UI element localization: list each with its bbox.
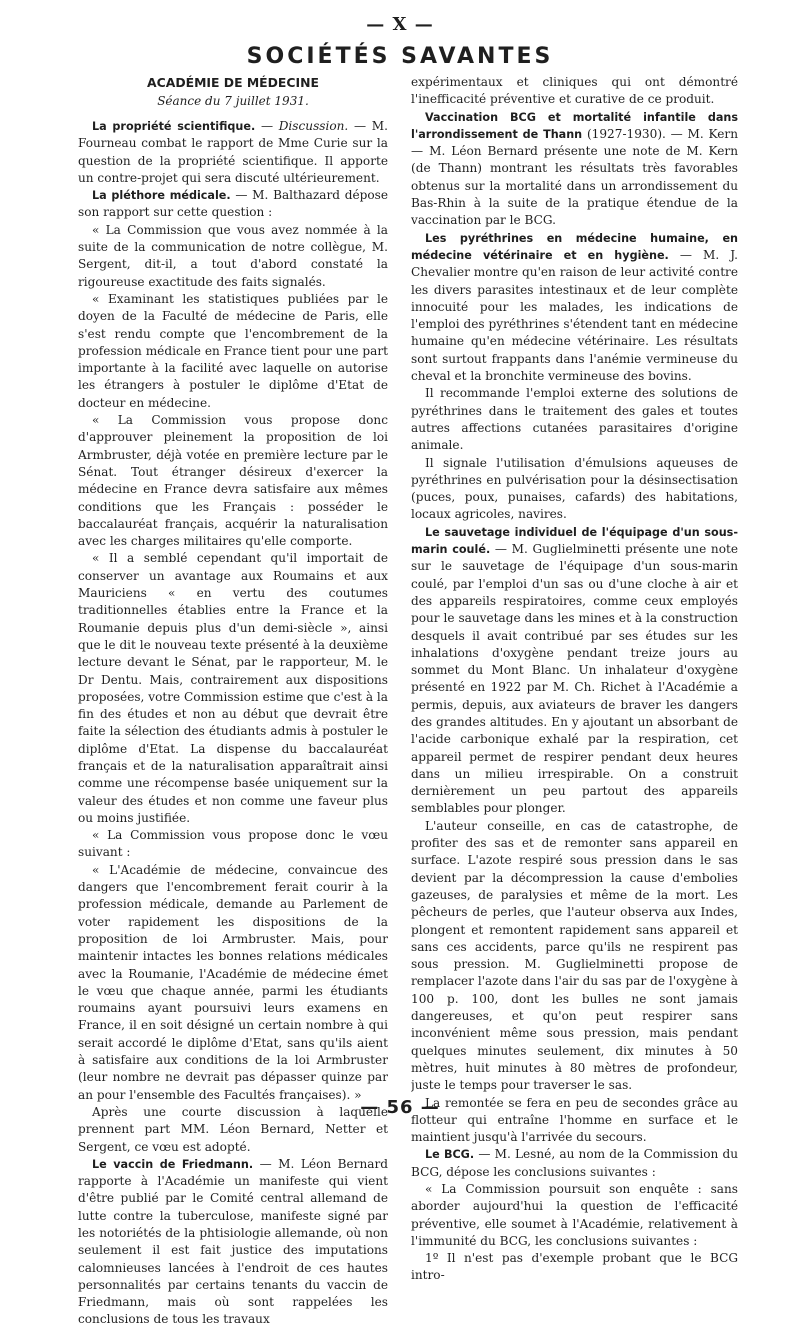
- section-heading: ACADÉMIE DE MÉDECINE: [147, 75, 319, 90]
- paragraph-text: — M. Guglielminetti présente une note sur le sauvetage de l'équipage d'un sous-marin coulé, par l'emploi d'un sas ou d'une cloche à air et des appareils respiratoires, comme ceux employés pour le sauvetage dans les mines et à la construction desquels il avait contribué par ses études sur les inhalations d'oxygène pendant treize jours au sommet du Mont Blanc. Un inhalateur d'oxygène présenté en 1922 par M. Ch. Richet à l'Académie a permis, depuis, aux aviateurs de braver les dangers des grandes altitudes. En y ajoutant un absorbant de l'acide carbonique exhalé par la respiration, cet appareil permet de respirer pendant deux heures dans un milieu irrespirable. On a construit dernièrement un peu partout des appareils semblables pour plonger.: [411, 542, 738, 816]
- paragraph: « La Commission vous propose donc le vœu suivant :: [78, 828, 388, 860]
- paragraph: Il recommande l'emploi externe des solutions de pyréthrines dans le traitement des gales et toutes autres affections cutanées parasitaires d'origine animale.: [411, 386, 738, 453]
- paragraph: expérimentaux et cliniques qui ont démontré l'inefficacité préventive et curative de ce produit.: [411, 75, 738, 107]
- paragraph-vaccin-friedmann: [78, 1156, 388, 1329]
- paragraph-text: — M. Fourneau combat le rapport de Mme Curie sur la question de la propriété scientifique. Il apporte un contre-projet qui sera discuté ultérieurement.: [78, 119, 388, 185]
- paragraph-sauvetage-sous-marin: [411, 524, 738, 818]
- paragraph-lead: Le sauvetage individuel de l'équipage d'un sous-marin coulé.: [411, 525, 738, 557]
- page-number-text: — 56 —: [360, 1097, 440, 1118]
- paragraph-text: (1927-1930). — M. Kern — M. Léon Bernard présente une note de M. Kern (de Thann) montrant les résultats très favorables obtenus sur la mortalité dans un arrondissement du Bas-Rhin à la suite de la pratique étendue de la vaccination par le BCG.: [411, 126, 738, 228]
- paragraph-text: — M. Balthazard dépose son rapport sur cette question :: [78, 188, 388, 220]
- paragraph-text: — M. Lesné, au nom de la Commission du BCG, dépose les conclusions suivantes :: [411, 1147, 738, 1179]
- paragraph-lead: Vaccination BCG et mortalité infantile dans l'arrondissement de Thann: [411, 110, 738, 141]
- page-number: [0, 1097, 800, 1118]
- paragraph: « Il a semblé cependant qu'il importait de conserver un avantage aux Roumains et aux Mauriciens « en vertu des coutumes traditionnelles établies entre la France et la Roumanie depuis plus d'un demi-siècle », ainsi que le dit le nouveau texte présenté à la deuxième lecture devant le Sénat, par le rapporteur, M. le Dr Dentu. Mais, contrairement aux dispositions proposées, votre Commission estime que c'est à la fin des études et non au début que devrait être faite la sélection des étudiants admis à postuler le diplôme d'Etat. La dispense du baccalauréat français et de la naturalisation apparaîtrait ainsi comme une récompense basée uniquement sur la valeur des études et non comme une faveur plus ou moins justifiée.: [78, 551, 388, 825]
- paragraph-lead: La pléthore médicale.: [92, 189, 231, 203]
- paragraph-lead: La propriété scientifique.: [92, 120, 256, 133]
- paragraph-propriete-scientifique: La propriété scientifique. — Discussion. — M. Fourneau combat le rapport de Mme Curie sur la question de la propriété scientifique. Il apporte un contre-projet qui sera discuté ultérieurement.: [78, 119, 388, 185]
- paragraph: Il signale l'utilisation d'émulsions aqueuses de pyréthrines en pulvérisation pour la désinsectisation (puces, poux, punaises, cafards) des habitations, locaux agricoles, navires.: [411, 455, 738, 522]
- paragraph-bcg: [411, 1146, 738, 1181]
- section-date: Séance du 7 juillet 1931.: [157, 94, 309, 108]
- paragraph: « Examinant les statistiques publiées par le doyen de la Faculté de médecine de Paris, elle s'est rendu compte que l'encombrement de la profession médicale en France tient pour une part importante à la facilité avec laquelle on autorise les étrangers à postuler le diplôme d'Etat de docteur en médecine.: [78, 291, 388, 410]
- paragraph: La remontée se fera en peu de secondes grâce au flotteur qui entraîne l'homme en surface et le maintient jusqu'à l'arrivée du secours.: [411, 1095, 738, 1145]
- paragraph-lead: Les pyréthrines en médecine humaine, en médecine vétérinaire et en hygiène.: [411, 231, 738, 262]
- page-roman-numeral: — X —: [366, 14, 434, 35]
- paragraph: L'auteur conseille, en cas de catastrophe, de profiter des sas et de remonter sans appareil en surface. L'azote respiré sous pression dans le sas devient par la décompression la cause d'embolies gazeuses, de paralysies et même de la mort. Les pêcheurs de perles, que l'auteur observa aux Indes, plongent et remontent rapidement sans appareil et sans ces accidents, parce qu'ils ne respirent pas sous pression. M. Guglielminetti propose de remplacer l'azote dans l'air du sas par de l'oxygène à 100 p. 100, dont les bulles ne sont jamais dangereuses, et qu'on peut respirer sans inconvénient même sous pression, mais pendant quelques minutes seulement, dix minutes à 50 mètres, huit minutes à 80 mètres de profondeur, juste le temps pour traverser le sas.: [411, 818, 738, 1093]
- paragraph: « La Commission que vous avez nommée à la suite de la communication de notre collègue, M. Sergent, dit-il, a tout d'abord constaté la rigoureuse exactitude des faits signalés.: [78, 222, 388, 289]
- paragraph: « L'Académie de médecine, convaincue des dangers que l'encombrement ferait courir à la profession médicale, demande au Parlement de voter rapidement les dispositions de la proposition de loi Armbruster. Mais, pour maintenir intactes les bonnes relations médicales avec la Roumanie, l'Académie de médecine émet le vœu que chaque année, parmi les étudiants roumains ayant poursuivi leurs examens en France, il en soit désigné un certain nombre à qui serait accordé le diplôme d'Etat, sans qu'ils aient à satisfaire aux conditions de la loi Armbruster (leur nombre ne devrait pas dépasser quinze par an pour l'ensemble des Facultés françaises). »: [78, 862, 388, 1102]
- paragraph: « La Commission vous propose donc d'approuver pleinement la proposition de loi Armbruster, déjà votée en première lecture par le Sénat. Tout étranger désireux d'exercer la médecine en France devra satisfaire aux mêmes conditions que les Français : posséder le baccalauréat français, acquérir la naturalisation avec les charges militaires qu'elle comporte.: [78, 413, 388, 549]
- page-title: SOCIÉTÉS SAVANTES: [246, 44, 554, 69]
- paragraph: « La Commission poursuit son enquête : sans aborder aujourd'hui la question de l'efficacité préventive, elle soumet à l'Académie, relativement à l'immunité du BCG, les conclusions suivantes :: [411, 1182, 738, 1248]
- paragraph-lead: Le vaccin de Friedmann.: [92, 1157, 254, 1171]
- paragraph-pyrethrines: [411, 230, 738, 386]
- paragraph-discussion-label: Discussion.: [278, 119, 349, 133]
- left-column: [78, 74, 388, 1329]
- paragraph-plethore-medicale: [78, 187, 388, 222]
- paragraph-lead: Le BCG.: [425, 1148, 475, 1162]
- paragraph-text: — M. Léon Bernard rapporte à l'Académie un manifeste qui vient d'être publié par le Comité central allemand de lutte contre la tuberculose, manifeste signé par les notoriétés de la phtisiologie allemande, où non seulement il est fait justice des imputations calomnieuses lancées à l'endroit de ces hautes personnalités par certains tenants du vaccin de Friedmann, mais où sont rappelées les conclusions de tous les travaux: [78, 1156, 388, 1327]
- paragraph: Après une courte discussion à laquelle prennent part MM. Léon Bernard, Netter et Sergent, ce vœu est adopté.: [78, 1104, 388, 1154]
- paragraph: 1º Il n'est pas d'exemple probant que le BCG intro-: [411, 1251, 738, 1283]
- paragraph-vaccination-bcg: [411, 109, 738, 230]
- paragraph-text: — M. J. Chevalier montre qu'en raison de leur activité contre les divers parasites intestinaux et de leur complète innocuité pour les malades, les indications de l'emploi des pyréthrines s'étendent tant en médecine humaine qu'en médecine vétérinaire. Les résultats sont surtout frappants dans l'anémie vermineuse du cheval et la bronchite vermineuse des bovins.: [411, 247, 738, 384]
